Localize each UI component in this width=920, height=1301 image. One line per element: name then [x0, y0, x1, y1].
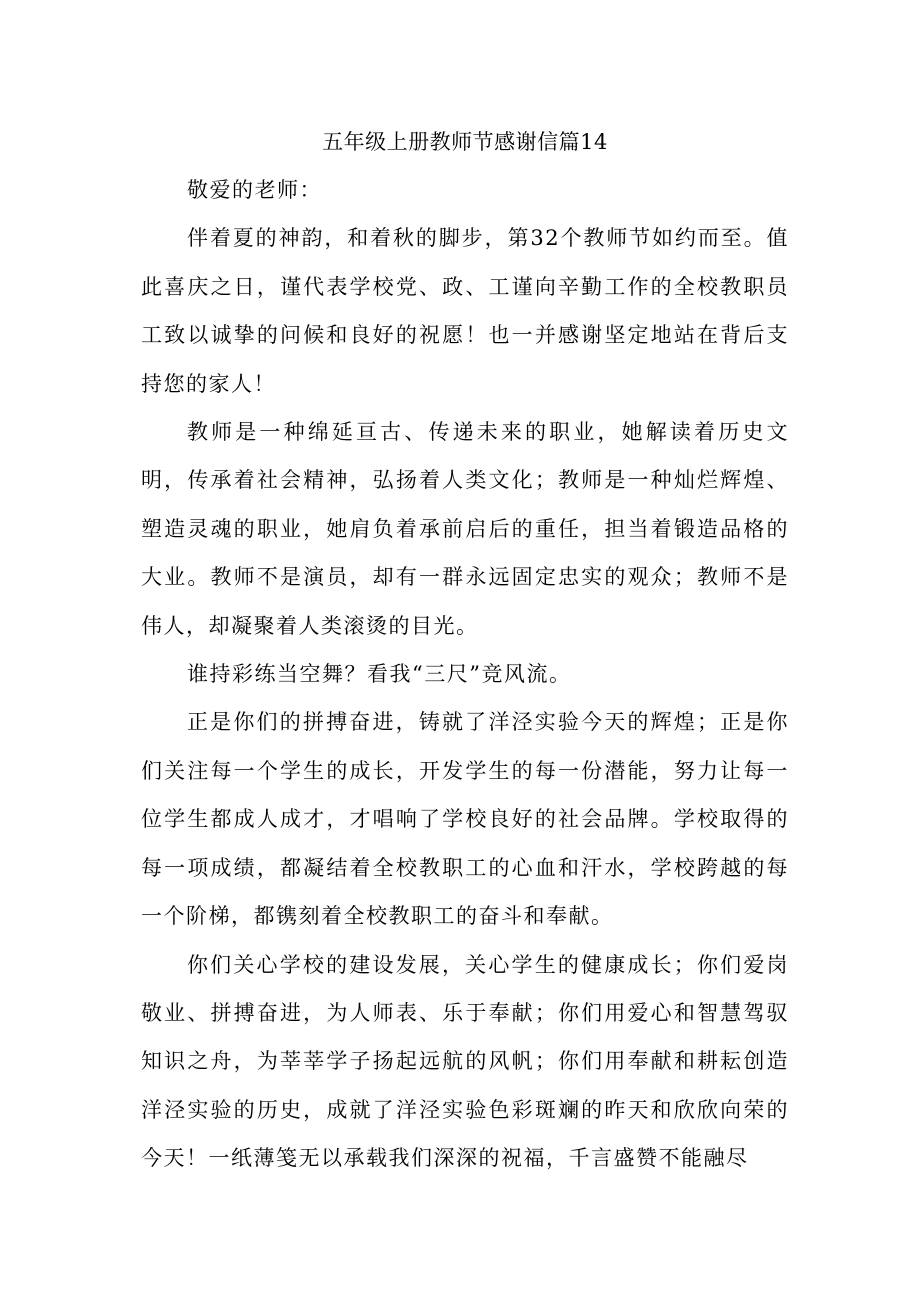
paragraph-gratitude: 你们关心学校的建设发展，关心学生的健康成长；你们爱岗敬业、拼搏奋进，为人师表、乐于奉献；你们用爱心和智慧驾驭知识之舟，为莘莘学子扬起远航的风帆；你们用奉献和耕耘创造洋泾实验的历史，成就了洋泾实验色彩斑斓的昨天和欣欣向荣的今天！一纸薄笺无以承载我们深深的祝福，千言盛赞不能融尽 [141, 952, 789, 1171]
paragraph-poetic-line: 谁持彩练当空舞？看我“三尺”竞风流。 [187, 662, 572, 687]
document-body [141, 118, 789, 1183]
paragraph-teachers-day-greeting: 伴着夏的神韵，和着秋的脚步，第32个教师节如约而至。值此喜庆之日，谨代表学校党、政、工谨向辛勤工作的全校教职员工致以诚挚的问候和良好的祝愿！也一并感谢坚定地站在背后支持您的家人！ [141, 226, 789, 396]
document-title: 五年级上册教师节感谢信篇14 [322, 130, 608, 154]
paragraph-teaching-profession: 教师是一种绵延亘古、传递未来的职业，她解读着历史文明，传承着社会精神，弘扬着人类文化；教师是一种灿烂辉煌、塑造灵魂的职业，她肩负着承前启后的重任，担当着锻造品格的大业。教师不是演员，却有一群永远固定忠实的观众；教师不是伟人，却凝聚着人类滚烫的目光。 [141, 420, 789, 638]
paragraph-school-achievements: 正是你们的拼搏奋进，铸就了洋泾实验今天的辉煌；正是你们关注每一个学生的成长，开发学生的每一份潜能，努力让每一位学生都成人成才，才唱响了学校良好的社会品牌。学校取得的每一项成绩，都凝结着全校教职工的心血和汗水，学校跨越的每一个阶梯，都镌刻着全校教职工的奋斗和奉献。 [141, 710, 789, 929]
salutation: 敬爱的老师： [187, 178, 322, 202]
